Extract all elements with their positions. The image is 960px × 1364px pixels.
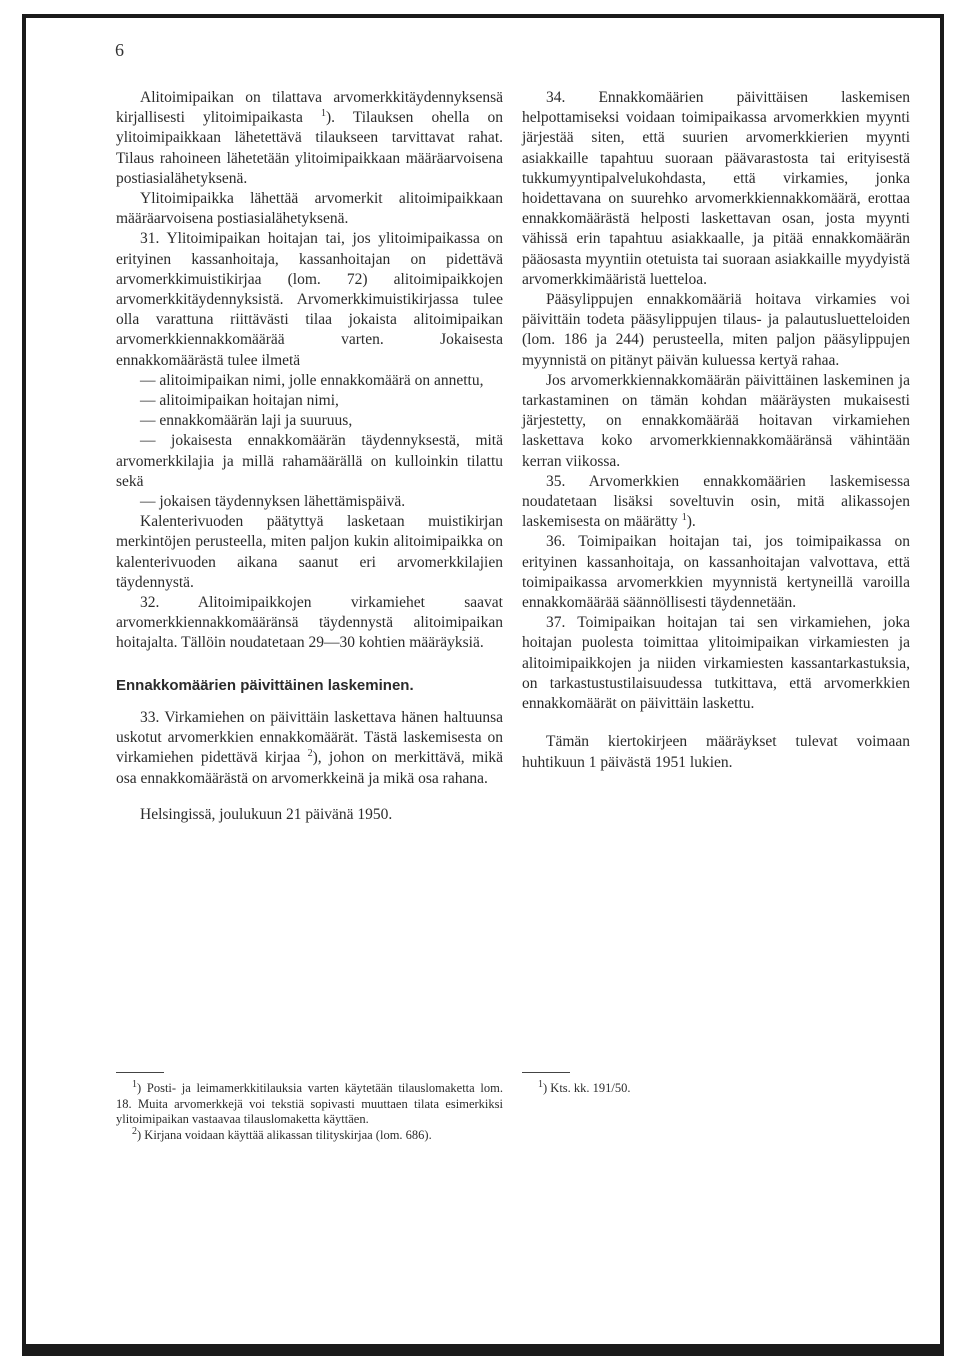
footnote — [116, 1078, 503, 1128]
paragraph-33 — [116, 708, 503, 789]
footnote-rule — [116, 1072, 164, 1073]
paragraph-dispatch: Ylitoimipaikka lähettää arvomerkit alitoimipaikkaan määräarvoisena postiasialähetyksenä. — [116, 190, 503, 228]
footnote-marker: 1 — [320, 108, 326, 120]
list-item: — alitoimipaikan nimi, jolle ennakkomäärä on annettu, — [140, 371, 484, 389]
footnote — [116, 1125, 503, 1144]
paragraph-text: 35. Arvomerkkien ennakkomäärien laskemisessa noudatetaan lisäksi soveltuvin osin, mitä alikassojen laskemisesta on määrätty — [522, 472, 910, 531]
footnote-text: ) Posti- ja leimamerkkitilauksia varten käytetään tilauslomaketta lom. 18. Muita arvomerkkejä voi tekstiä sopivasti muuttaen tilata esimerkiksi ylitoimipaikan vastaavaa tilauslomaketta käyttäen. — [116, 1081, 503, 1126]
paragraph-weekly-count: Jos arvomerkkiennakkomäärän päivittäinen laskeminen ja tarkastaminen on tämän kohdan määräysten mukaisesti järjestetty, on ennakkomäärää hoitavan virkamiehen laskettava koko arvomerkkiennakkomääränsä vähintään kerran viikossa. — [522, 371, 910, 470]
footnote-marker: 1 — [681, 512, 687, 524]
page-number: 6 — [115, 40, 124, 60]
paragraph-37: 37. Toimipaikan hoitajan tai sen virkamiehen, joka hoitajan puolesta toimittaa ylitoimipaikan virkamiesten ja alitoimipaikkojen ja niiden virkamiesten kassantarkastuksia, on tarkastustustilaisuudessa tutkittava, että arvomerkkien ennakkomäärät on päivittäin laskettu. — [522, 614, 910, 713]
footnote-marker: 2 — [307, 748, 313, 760]
footnote-marker: 2 — [132, 1125, 137, 1137]
paragraph-order-request — [116, 88, 503, 189]
section-heading: Ennakkomäärien päivittäinen laskeminen. — [116, 676, 414, 694]
list-item: — jokaisesta ennakkomäärän täydennyksestä, mitä arvomerkkilajia ja millä rahamäärällä on kulloinkin tilattu sekä — [116, 432, 503, 490]
paragraph-text: ). — [686, 513, 696, 531]
paragraph-32: 32. Alitoimipaikkojen virkamiehet saavat arvomerkkiennakkomääränsä täydennystä alitoimipaikan hoitajalta. Tällöin noudatetaan 29—30 kohtien määräyksiä. — [116, 594, 503, 652]
footnote — [522, 1078, 910, 1097]
footnote-marker: 1 — [538, 1078, 543, 1090]
left-column — [116, 88, 503, 825]
footnote-text: ) Kirjana voidaan käyttää alikassan tilityskirjaa (lom. 686). — [137, 1127, 432, 1142]
paragraph-text: 33. Virkamiehen on päivittäin laskettava hänen haltuunsa uskotut arvomerkkien ennakkomäärät. Tästä laskemisesta on virkamiehen pidettävä kirjaa — [116, 708, 503, 767]
paragraph-tickets: Pääsylippujen ennakkomääriä hoitava virkamies voi päivittäin todeta pääsylippujen tilaus- ja palautusluetteloiden (lom. 186 ja 244) perusteella, miten paljon pääsylippujen myynnistä on pitänyt päivän kuluessa kertyä rahaa. — [522, 291, 910, 369]
footnotes-left — [116, 1072, 503, 1143]
footnote-rule — [522, 1072, 570, 1073]
footnote-text: ) Kts. kk. 191/50. — [543, 1081, 631, 1095]
paragraph-31: 31. Ylitoimipaikan hoitajan tai, jos ylitoimipaikassa on erityinen kassanhoitaja, kassanhoitajan on pidettävä arvomerkkimuistikirjaa (lom. 72) alitoimipaikkojen arvomerkkitäydennyksistä. Arvomerkkimuistikirjassa tulee olla varattuna riittävästi tilaa jokaista alitoimipaikan arvomerkkiennakkomäärää varten. Jokaisesta ennakkomäärästä tulee ilmetä — [116, 230, 503, 369]
paragraph-text: ), johon on merkittävä, mikä osa ennakkomäärästä on arvomerkkeinä ja mikä osa rahana. — [116, 749, 504, 787]
right-column — [522, 88, 910, 773]
paragraph-35 — [522, 472, 910, 533]
paragraph-text: ). Tilauksen ohella on ylitoimipaikkaan lähetettävä tilaukseen tarvittavat rahat. Tilaus rahoineen lähetetään ylitoimipaikkaan määräarvoisena postiasialähetyksenä. — [116, 109, 503, 187]
paragraph-calendar-year: Kalenterivuoden päätyttyä lasketaan muistikirjan merkintöjen perusteella, miten paljon kukin alitoimipaikka on kalenterivuoden aikana saanut eri arvomerkkilajien täydennystä. — [116, 513, 503, 591]
paragraph-36: 36. Toimipaikan hoitajan tai, jos toimipaikassa on erityinen kassanhoitaja, on kassanhoitajan valvottava, että toimipaikassa arvomerkkien myynnistä kertyneillä varoilla ennakkomäärää säännöllisesti täydennetään. — [522, 533, 910, 612]
list-item: — ennakkomäärän laji ja suuruus, — [140, 412, 353, 430]
paragraph-text: Alitoimipaikan on tilattava arvomerkkitäydennyksensä kirjallisesti ylitoimipaikasta — [116, 89, 503, 127]
list-item: — jokaisen täydennyksen lähettämispäivä. — [140, 493, 406, 511]
footnotes-right — [522, 1072, 910, 1097]
paragraph-34: 34. Ennakkomäärien päivittäisen laskemisen helpottamiseksi voidaan toimipaikassa arvomerkkien myynti järjestää siten, että suurien arvomerkkierien myynti asiakkaille tapahtuu suoraan päävarastosta tai erityisestä tukkumyyntipalvelukohdasta, että virkamies, jonka hoidettavana on suurehko arvomerkkiennakkomäärä, erottaa ennakkomäärästä helposti laskettavan osan, josta myynti vähissä erin tapahtuu asiakkaalle, ja pitää ennakkomäärän pääosasta myyntiin otetuista tai suoraan asiakkaille myydyistä arvomerkkimääristä luetteloa. — [522, 89, 910, 288]
list-item: — alitoimipaikan hoitajan nimi, — [140, 392, 339, 410]
scan-border-bottom — [22, 1344, 944, 1356]
signature-line: Helsingissä, joulukuun 21 päivänä 1950. — [140, 805, 393, 823]
footnote-marker: 1 — [132, 1078, 137, 1090]
closing-paragraph: Tämän kiertokirjeen määräykset tulevat voimaan huhtikuun 1 päivästä 1951 lukien. — [522, 733, 910, 771]
